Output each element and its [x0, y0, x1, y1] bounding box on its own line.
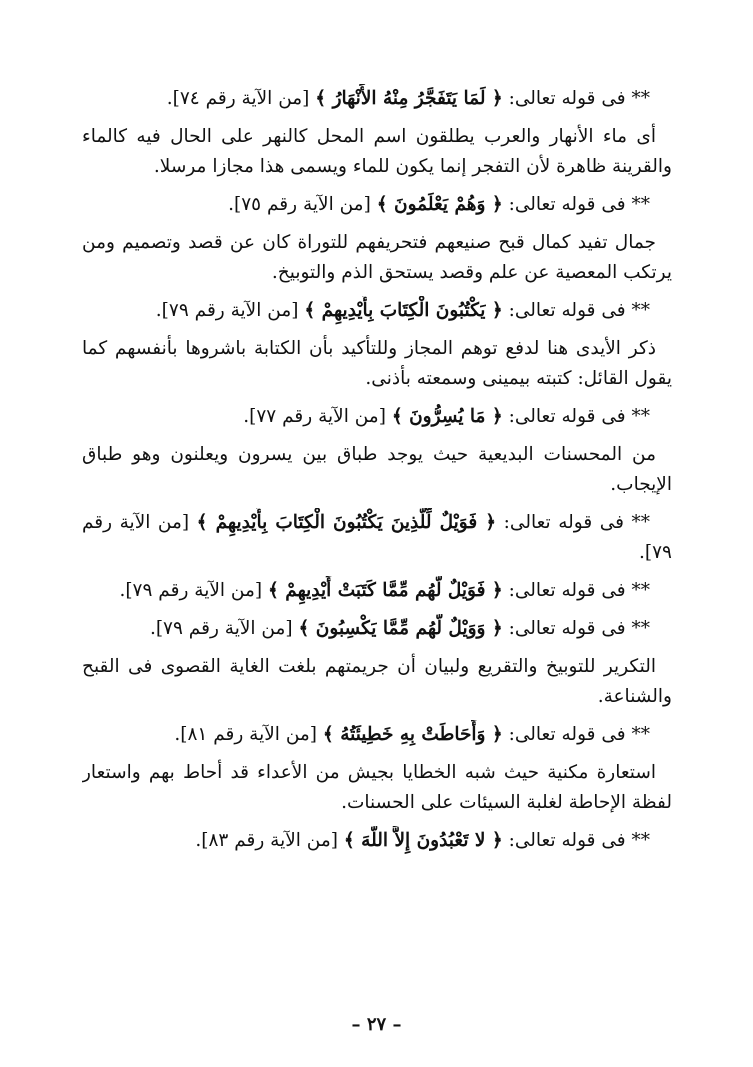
- verse-quote: [82, 402, 672, 432]
- verse-reference: [من الآية رقم ٧٥].: [228, 194, 377, 215]
- quote-line: [82, 296, 650, 326]
- quote-line: [82, 190, 650, 220]
- verse-quote: [82, 576, 672, 606]
- quote-prefix: ** فى قوله تعالى:: [502, 830, 650, 851]
- verse-reference: [من الآية رقم ٧٩].: [119, 580, 269, 601]
- quote-line: [82, 84, 650, 114]
- quote-prefix: ** فى قوله تعالى:: [502, 724, 650, 745]
- commentary-paragraph: [82, 228, 672, 288]
- verse-quote: [82, 508, 672, 568]
- quran-verse: ﴿ فَوَيْلٌ لِّلَّذِينَ يَكْتُبُونَ الْكِتَابَ بِأَيْدِيهِمْ ﴾: [196, 512, 497, 533]
- quote-prefix: ** فى قوله تعالى:: [502, 580, 650, 601]
- quran-verse: ﴿ مَا يُسِرُّونَ ﴾: [391, 406, 503, 427]
- quote-line: [82, 614, 650, 644]
- page-content: [82, 84, 672, 864]
- paragraph-line: لفظة الإحاطة لغلبة السيئات على الحسنات.: [341, 792, 672, 813]
- verse-quote: [82, 190, 672, 220]
- commentary-paragraph: [82, 758, 672, 818]
- quote-prefix: ** فى قوله تعالى:: [496, 512, 650, 533]
- paragraph-line: يرتكب المعصية عن علم وقصد يستحق الذم والتوبيخ.: [271, 262, 672, 283]
- paragraph-line: والقرينة ظاهرة لأن التفجر إنما يكون للماء ويسمى هذا مجازا مرسلا.: [153, 156, 672, 177]
- verse-quote: [82, 720, 672, 750]
- quote-line: [82, 576, 650, 606]
- paragraph-line: يقول القائل: كتبته بيمينى وسمعته بأذنى.: [365, 368, 672, 389]
- quote-prefix: ** فى قوله تعالى:: [502, 88, 650, 109]
- verse-reference: [من الآية رقم ٧٤].: [166, 88, 316, 109]
- paragraph-line: التكرير للتوبيخ والتقريع ولبيان أن جريمتهم بلغت الغاية القصوى فى القبح: [82, 656, 656, 677]
- commentary-paragraph: [82, 122, 672, 182]
- verse-reference: [من الآية رقم: [82, 512, 197, 533]
- quote-line: [82, 720, 650, 750]
- paragraph-line: ذكر الأيدى هنا لدفع توهم المجاز وللتأكيد بأن الكتابة باشروها بأنفسهم كما: [82, 338, 656, 359]
- quote-prefix: ** فى قوله تعالى:: [502, 300, 650, 321]
- quran-verse: ﴿ وَهُمْ يَعْلَمُونَ ﴾: [376, 194, 503, 215]
- paragraph-line: استعارة مكنية حيث شبه الخطايا بجيش من الأعداء قد أحاط بهم واستعار: [82, 762, 656, 783]
- quran-verse: ﴿ وَأَحَاطَتْ بِهِ خَطِيئَتُهُ ﴾: [322, 724, 503, 745]
- paragraph-line: أى ماء الأنهار والعرب يطلقون اسم المحل كالنهر على الحال فيه كالماء: [82, 126, 656, 147]
- verse-quote: [82, 84, 672, 114]
- verse-reference: [من الآية رقم ٧٩].: [149, 618, 299, 639]
- quran-verse: ﴿ فَوَيْلٌ لَّهُم مِّمَّا كَتَبَتْ أَيْدِيهِمْ ﴾: [268, 580, 503, 601]
- quote-prefix: ** فى قوله تعالى:: [502, 618, 650, 639]
- commentary-paragraph: [82, 334, 672, 394]
- paragraph-line: الإيجاب.: [610, 474, 672, 495]
- quote-prefix: ** فى قوله تعالى:: [502, 194, 650, 215]
- quote-line: [82, 402, 650, 432]
- quote-line: [82, 508, 650, 538]
- commentary-paragraph: [82, 440, 672, 500]
- paragraph-line: والشناعة.: [597, 686, 672, 707]
- quran-verse: ﴿ وَوَيْلٌ لَّهُم مِّمَّا يَكْسِبُونَ ﴾: [298, 618, 503, 639]
- verse-reference: [من الآية رقم ٨٣].: [195, 830, 344, 851]
- verse-reference: [من الآية رقم ٨١].: [174, 724, 323, 745]
- quran-verse: ﴿ لَمَا يَتَفَجَّرُ مِنْهُ الأَنْهَارُ ﴾: [315, 88, 503, 109]
- verse-quote: [82, 614, 672, 644]
- verse-reference: [من الآية رقم ٧٧].: [243, 406, 392, 427]
- quote-line: [82, 538, 672, 568]
- commentary-paragraph: [82, 652, 672, 712]
- verse-quote: [82, 296, 672, 326]
- quran-verse: ﴿ يَكْتُبُونَ الْكِتَابَ بِأَيْدِيهِمْ ﴾: [304, 300, 503, 321]
- verse-reference: ٧٩].: [639, 542, 672, 563]
- quote-line: [82, 826, 650, 856]
- verse-quote: [82, 826, 672, 856]
- paragraph-line: جمال تفيد كمال قبح صنيعهم فتحريفهم للتوراة كان عن قصد وتصميم ومن: [82, 232, 656, 253]
- paragraph-line: من المحسنات البديعية حيث يوجد طباق بين يسرون ويعلنون وهو طباق: [82, 444, 656, 465]
- verse-reference: [من الآية رقم ٧٩].: [155, 300, 305, 321]
- quote-prefix: ** فى قوله تعالى:: [502, 406, 650, 427]
- quran-verse: ﴿ لا تَعْبُدُونَ إِلاَّ اللَّهَ ﴾: [343, 830, 503, 851]
- page-number: – ٢٧ –: [351, 1014, 402, 1035]
